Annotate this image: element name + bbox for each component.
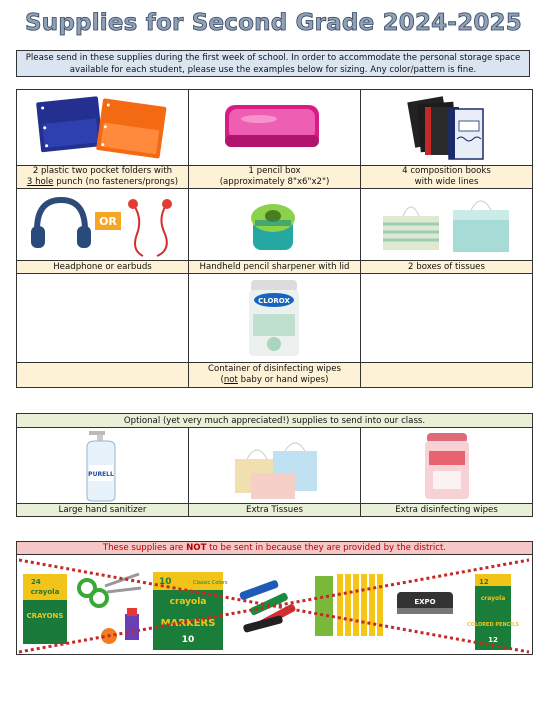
svg-text:crayola: crayola <box>169 596 207 607</box>
scissors-glue <box>79 574 141 644</box>
svg-text:12: 12 <box>479 577 489 586</box>
required-supplies-table <box>16 89 533 388</box>
svg-text:10: 10 <box>159 576 172 587</box>
composition-books-caption: 4 composition books with wide lines <box>361 166 533 189</box>
headphones-caption: Headphone or earbuds <box>17 261 189 274</box>
optional-header: Optional (yet very much appreciated!) supplies to send into our class. <box>17 414 533 428</box>
extra-tissues-caption: Extra Tissues <box>189 504 361 517</box>
pencils <box>315 574 383 636</box>
svg-text:EXPO: EXPO <box>414 597 436 606</box>
svg-text:CRAYONS: CRAYONS <box>26 611 64 620</box>
clorox-logo: CLOROX <box>258 297 290 305</box>
not-sent-table <box>16 541 533 655</box>
folders-image <box>17 90 189 166</box>
svg-text:10: 10 <box>181 634 195 645</box>
empty-caption-left <box>17 363 189 388</box>
district-supplies-image <box>17 555 533 655</box>
empty-caption-right <box>361 363 533 388</box>
intro-note: Please send in these supplies during the first week of school. In order to accommodate the personal storage space available for each student, please use the examples below for sizing. Any color/pattern is fine. <box>16 50 530 77</box>
extra-wipes-caption: Extra disinfecting wipes <box>361 504 533 517</box>
page-title: Supplies for Second Grade 2024-2025 <box>25 10 522 36</box>
svg-text:Classic Colors: Classic Colors <box>193 579 228 586</box>
pencil-sharpener-image <box>189 189 361 261</box>
pencil-sharpener-caption: Handheld pencil sharpener with lid <box>189 261 361 274</box>
svg-text:crayola: crayola <box>30 587 60 596</box>
crayons-box <box>23 574 67 644</box>
hand-sanitizer-image <box>17 428 189 504</box>
or-badge: OR <box>99 214 117 228</box>
disinfecting-wipes-caption: Container of disinfecting wipes (not baby or hand wipes) <box>189 363 361 388</box>
svg-text:12: 12 <box>488 635 498 644</box>
tissues-image <box>361 189 533 261</box>
tissues-caption: 2 boxes of tissues <box>361 261 533 274</box>
colored-pencils-box <box>467 574 519 650</box>
folders-caption: 2 plastic two pocket folders with 3 hole punch (no fasteners/prongs) <box>17 166 189 189</box>
composition-books-image <box>361 90 533 166</box>
optional-supplies-table <box>16 413 533 517</box>
whiteboard-eraser <box>397 592 453 614</box>
empty-cell-right <box>361 274 533 363</box>
purell-logo: PURELL <box>88 470 114 478</box>
markers-box <box>153 572 228 650</box>
pencil-box-caption: 1 pencil box (approximately 8"x6"x2") <box>189 166 361 189</box>
pencil-box-image <box>189 90 361 166</box>
disinfecting-wipes-image <box>189 274 361 363</box>
svg-text:24: 24 <box>31 577 41 586</box>
extra-wipes-image <box>361 428 533 504</box>
hand-sanitizer-caption: Large hand sanitizer <box>17 504 189 517</box>
empty-cell-left <box>17 274 189 363</box>
not-sent-header: These supplies are NOT to be sent in because they are provided by the district. <box>17 542 533 555</box>
svg-text:COLORED PENCILS: COLORED PENCILS <box>467 621 519 628</box>
svg-text:crayola: crayola <box>480 594 506 602</box>
headphones-earbuds-image <box>17 189 189 261</box>
extra-tissues-image <box>189 428 361 504</box>
svg-text:MARKERS: MARKERS <box>160 617 216 629</box>
